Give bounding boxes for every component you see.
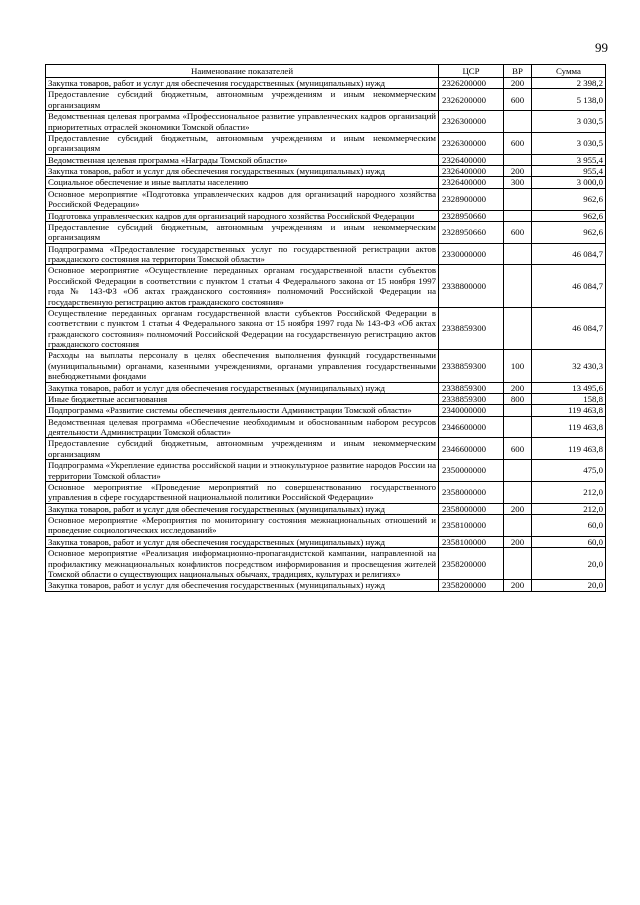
- cell-sum: 212,0: [532, 481, 606, 503]
- cell-name: Закупка товаров, работ и услуг для обеспечения государственных (муниципальных) нужд: [46, 166, 439, 177]
- cell-csr: 2358100000: [439, 536, 504, 547]
- cell-sum: 962,6: [532, 188, 606, 210]
- cell-name: Подготовка управленческих кадров для организаций народного хозяйства Российской Федерации: [46, 210, 439, 221]
- cell-csr: 2330000000: [439, 243, 504, 265]
- cell-vr: [504, 307, 532, 350]
- table-row: [46, 210, 606, 221]
- table-row: [46, 188, 606, 210]
- cell-sum: 475,0: [532, 460, 606, 482]
- cell-sum: 119 463,8: [532, 405, 606, 416]
- table-row: [46, 166, 606, 177]
- cell-sum: 212,0: [532, 503, 606, 514]
- cell-csr: 2326200000: [439, 78, 504, 89]
- cell-sum: 5 138,0: [532, 89, 606, 111]
- cell-name: Основное мероприятие «Проведение мероприятий по совершенствованию государственного управления в сфере государственной национальной политики Российской Федерации»: [46, 481, 439, 503]
- cell-vr: 600: [504, 221, 532, 243]
- cell-sum: 3 955,4: [532, 154, 606, 165]
- cell-sum: 20,0: [532, 580, 606, 591]
- cell-sum: 46 084,7: [532, 243, 606, 265]
- cell-name: Социальное обеспечение и иные выплаты населению: [46, 177, 439, 188]
- cell-csr: 2326400000: [439, 166, 504, 177]
- cell-sum: 46 084,7: [532, 265, 606, 308]
- cell-name: Закупка товаров, работ и услуг для обеспечения государственных (муниципальных) нужд: [46, 382, 439, 393]
- cell-csr: 2326400000: [439, 177, 504, 188]
- cell-vr: 200: [504, 580, 532, 591]
- table-row: [46, 221, 606, 243]
- cell-name: Предоставление субсидий бюджетным, автономным учреждениям и иным некоммерческим организациям: [46, 438, 439, 460]
- cell-name: Закупка товаров, работ и услуг для обеспечения государственных (муниципальных) нужд: [46, 78, 439, 89]
- table-row: [46, 481, 606, 503]
- table-row: [46, 393, 606, 404]
- cell-name: Предоставление субсидий бюджетным, автономным учреждениям и иным некоммерческим организациям: [46, 89, 439, 111]
- cell-sum: 20,0: [532, 548, 606, 580]
- cell-name: Основное мероприятие «Реализация информационно-пропагандистской кампании, направленной на профилактику межнациональных конфликтов посредством информирования и просвещения жителей Томской области о существующих национальных обычаях, традициях, культурах и религиях»: [46, 548, 439, 580]
- table-row: [46, 111, 606, 133]
- table-header-row: [46, 65, 606, 78]
- cell-vr: 100: [504, 350, 532, 382]
- cell-vr: 800: [504, 393, 532, 404]
- table-row: [46, 177, 606, 188]
- cell-sum: 962,6: [532, 210, 606, 221]
- table-row: [46, 265, 606, 308]
- cell-csr: 2328950660: [439, 221, 504, 243]
- cell-vr: 200: [504, 166, 532, 177]
- table-row: [46, 132, 606, 154]
- cell-name: Расходы на выплаты персоналу в целях обеспечения выполнения функций государственными (муниципальными) органами, казенными учреждениями, органами управления государственными внебюджетными фондами: [46, 350, 439, 382]
- table-row: [46, 243, 606, 265]
- page-number: 99: [595, 40, 608, 55]
- table-row: [46, 438, 606, 460]
- budget-table: [45, 64, 606, 592]
- cell-vr: [504, 515, 532, 537]
- cell-csr: 2358200000: [439, 548, 504, 580]
- cell-csr: 2328950660: [439, 210, 504, 221]
- cell-vr: 600: [504, 438, 532, 460]
- cell-sum: 2 398,2: [532, 78, 606, 89]
- table-row: [46, 416, 606, 438]
- cell-name: Закупка товаров, работ и услуг для обеспечения государственных (муниципальных) нужд: [46, 580, 439, 591]
- cell-csr: 2326400000: [439, 154, 504, 165]
- cell-csr: 2338859300: [439, 382, 504, 393]
- cell-vr: 200: [504, 382, 532, 393]
- cell-csr: 2358100000: [439, 515, 504, 537]
- cell-csr: 2328900000: [439, 188, 504, 210]
- cell-name: Ведомственная целевая программа «Обеспечение необходимым и обоснованным набором ресурсов деятельности Администрации Томской области»: [46, 416, 439, 438]
- cell-vr: 200: [504, 78, 532, 89]
- cell-vr: [504, 460, 532, 482]
- cell-csr: 2358000000: [439, 481, 504, 503]
- cell-sum: 13 495,6: [532, 382, 606, 393]
- cell-vr: 600: [504, 89, 532, 111]
- table-row: [46, 89, 606, 111]
- cell-vr: [504, 481, 532, 503]
- cell-sum: 3 030,5: [532, 111, 606, 133]
- cell-name: Предоставление субсидий бюджетным, автономным учреждениям и иным некоммерческим организациям: [46, 132, 439, 154]
- cell-vr: [504, 416, 532, 438]
- cell-name: Подпрограмма «Предоставление государственных услуг по государственной регистрации актов гражданского состояния на территории Томской области»: [46, 243, 439, 265]
- cell-vr: [504, 154, 532, 165]
- cell-sum: 955,4: [532, 166, 606, 177]
- cell-vr: 200: [504, 536, 532, 547]
- cell-name: Иные бюджетные ассигнования: [46, 393, 439, 404]
- cell-name: Основное мероприятие «Мероприятия по мониторингу состояния межнациональных отношений и проведение социологических исследований»: [46, 515, 439, 537]
- cell-sum: 60,0: [532, 515, 606, 537]
- header-vr: ВР: [504, 65, 532, 78]
- cell-csr: 2338859300: [439, 393, 504, 404]
- cell-csr: 2340000000: [439, 405, 504, 416]
- cell-vr: [504, 210, 532, 221]
- cell-sum: 46 084,7: [532, 307, 606, 350]
- header-name: Наименование показателей: [46, 65, 439, 78]
- cell-sum: 119 463,8: [532, 416, 606, 438]
- table-row: [46, 503, 606, 514]
- table-row: [46, 382, 606, 393]
- cell-vr: [504, 188, 532, 210]
- cell-sum: 962,6: [532, 221, 606, 243]
- header-sum: Сумма: [532, 65, 606, 78]
- cell-csr: 2338800000: [439, 265, 504, 308]
- cell-sum: 60,0: [532, 536, 606, 547]
- table-row: [46, 536, 606, 547]
- cell-vr: [504, 405, 532, 416]
- cell-csr: 2358000000: [439, 503, 504, 514]
- cell-sum: 3 000,0: [532, 177, 606, 188]
- table-body: [46, 78, 606, 592]
- cell-csr: 2358200000: [439, 580, 504, 591]
- cell-csr: 2326300000: [439, 111, 504, 133]
- cell-sum: 32 430,3: [532, 350, 606, 382]
- cell-name: Ведомственная целевая программа «Профессиональное развитие управленческих кадров организаций приоритетных отраслей экономики Томской области»: [46, 111, 439, 133]
- cell-vr: 300: [504, 177, 532, 188]
- cell-csr: 2346600000: [439, 438, 504, 460]
- cell-name: Подпрограмма «Развитие системы обеспечения деятельности Администрации Томской области»: [46, 405, 439, 416]
- table-row: [46, 350, 606, 382]
- cell-vr: [504, 265, 532, 308]
- table-row: [46, 78, 606, 89]
- table-row: [46, 405, 606, 416]
- cell-csr: 2326300000: [439, 132, 504, 154]
- cell-name: Предоставление субсидий бюджетным, автономным учреждениям и иным некоммерческим организациям: [46, 221, 439, 243]
- cell-name: Ведомственная целевая программа «Награды Томской области»: [46, 154, 439, 165]
- cell-name: Основное мероприятие «Подготовка управленческих кадров для организаций народного хозяйства Российской Федерации»: [46, 188, 439, 210]
- cell-csr: 2338859300: [439, 350, 504, 382]
- cell-csr: 2350000000: [439, 460, 504, 482]
- cell-vr: [504, 111, 532, 133]
- header-csr: ЦСР: [439, 65, 504, 78]
- cell-sum: 119 463,8: [532, 438, 606, 460]
- table-row: [46, 515, 606, 537]
- cell-csr: 2326200000: [439, 89, 504, 111]
- cell-sum: 3 030,5: [532, 132, 606, 154]
- table-row: [46, 307, 606, 350]
- table-row: [46, 580, 606, 591]
- cell-vr: 200: [504, 503, 532, 514]
- table-row: [46, 154, 606, 165]
- table-row: [46, 548, 606, 580]
- cell-name: Основное мероприятие «Осуществление переданных органам государственной власти субъектов Российской Федерации в соответствии с пунктом 1 статьи 4 Федерального закона от 15 ноября 1997 года № 143-ФЗ «Об актах гражданского состояния» полномочий Российской Федерации на государственную регистрацию актов гражданского состояния»: [46, 265, 439, 308]
- cell-name: Закупка товаров, работ и услуг для обеспечения государственных (муниципальных) нужд: [46, 536, 439, 547]
- cell-name: Осуществление переданных органам государственной власти субъектов Российской Федерации в соответствии с пунктом 1 статьи 4 Федерального закона от 15 ноября 1997 года № 143-ФЗ «Об актах гражданского состояния» полномочий Российской Федерации на государственную регистрацию актов гражданского состояния: [46, 307, 439, 350]
- cell-csr: 2338859300: [439, 307, 504, 350]
- cell-vr: 600: [504, 132, 532, 154]
- cell-vr: [504, 548, 532, 580]
- cell-name: Закупка товаров, работ и услуг для обеспечения государственных (муниципальных) нужд: [46, 503, 439, 514]
- cell-name: Подпрограмма «Укрепление единства российской нации и этнокультурное развитие народов России на территории Томской области»: [46, 460, 439, 482]
- cell-sum: 158,8: [532, 393, 606, 404]
- cell-csr: 2346600000: [439, 416, 504, 438]
- table-row: [46, 460, 606, 482]
- cell-vr: [504, 243, 532, 265]
